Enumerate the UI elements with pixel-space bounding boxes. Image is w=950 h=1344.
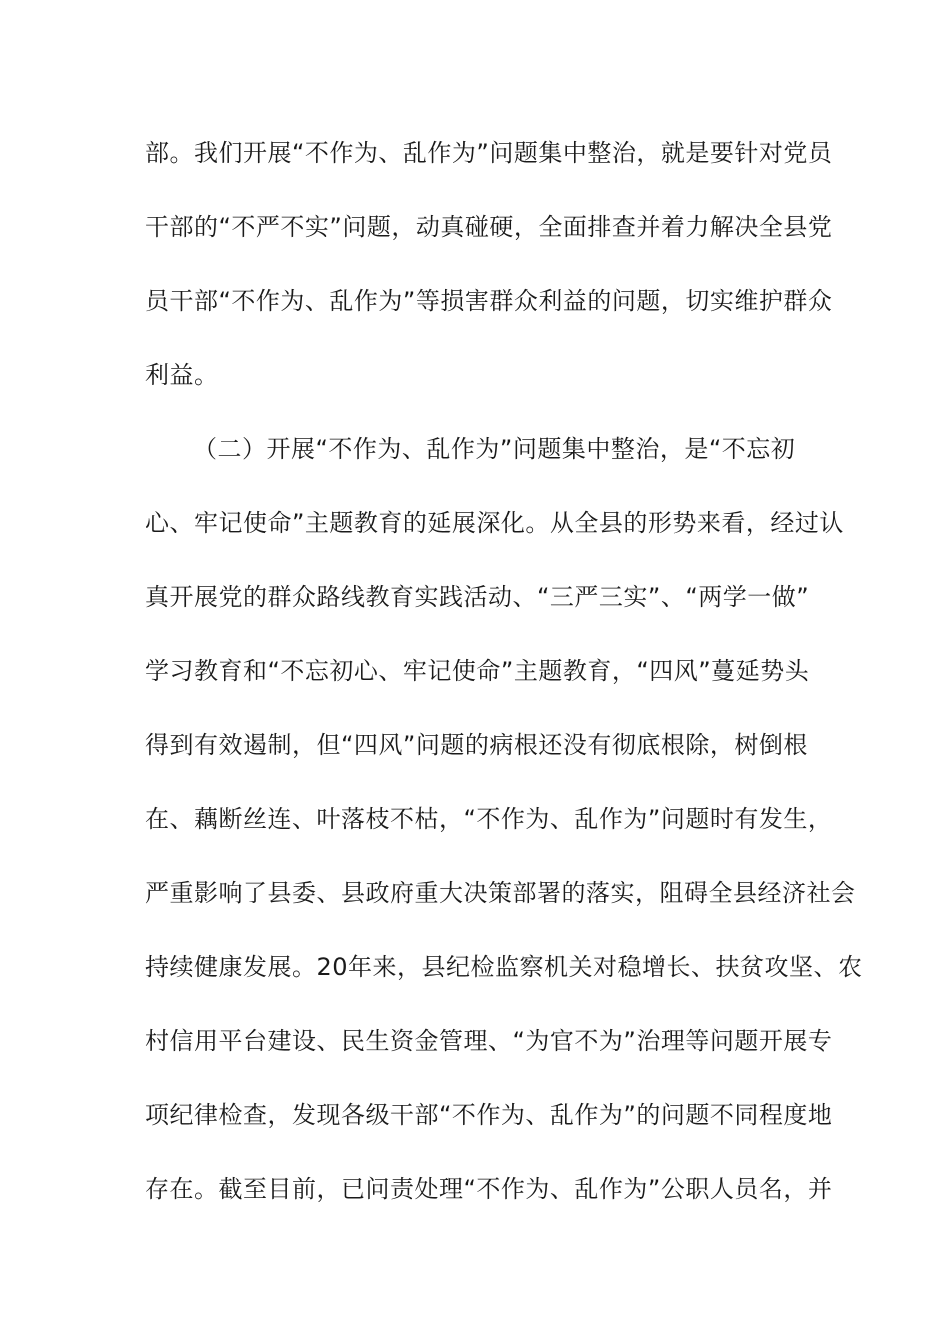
text-line: 严重影响了县委、县政府重大决策部署的落实，阻碍全县经济社会 [145,879,856,907]
text-line: 员干部“不作为、乱作为”等损害群众利益的问题，切实维护群众 [145,287,833,315]
text-line: 真开展党的群众路线教育实践活动、“三严三实”、“两学一做” [145,583,810,611]
text-line: 干部的“不严不实”问题，动真碰硬，全面排查并着力解决全县党 [145,213,833,241]
text-line: 学习教育和“不忘初心、牢记使命”主题教育，“四风”蔓延势头 [145,657,810,685]
text-line: 得到有效遏制，但“四风”问题的病根还没有彻底根除，树倒根 [145,731,808,759]
section-heading-line: （二）开展“不作为、乱作为”问题集中整治，是“不忘初 [193,435,796,463]
text-line: 存在。截至目前，已问责处理“不作为、乱作为”公职人员名，并 [145,1175,833,1203]
text-line: 持续健康发展。20年来，县纪检监察机关对稳增长、扶贫攻坚、农 [145,953,863,981]
text-line: 村信用平台建设、民生资金管理、“为官不为”治理等问题开展专 [145,1027,833,1055]
text-line: 项纪律检查，发现各级干部“不作为、乱作为”的问题不同程度地 [145,1101,833,1129]
text-line: 利益。 [145,361,219,389]
text-line: 在、藕断丝连、叶落枝不枯，“不作为、乱作为”问题时有发生， [145,805,833,833]
text-line: 部。我们开展“不作为、乱作为”问题集中整治，就是要针对党员 [145,139,833,167]
text-line: 心、牢记使命”主题教育的延展深化。从全县的形势来看，经过认 [145,509,844,537]
